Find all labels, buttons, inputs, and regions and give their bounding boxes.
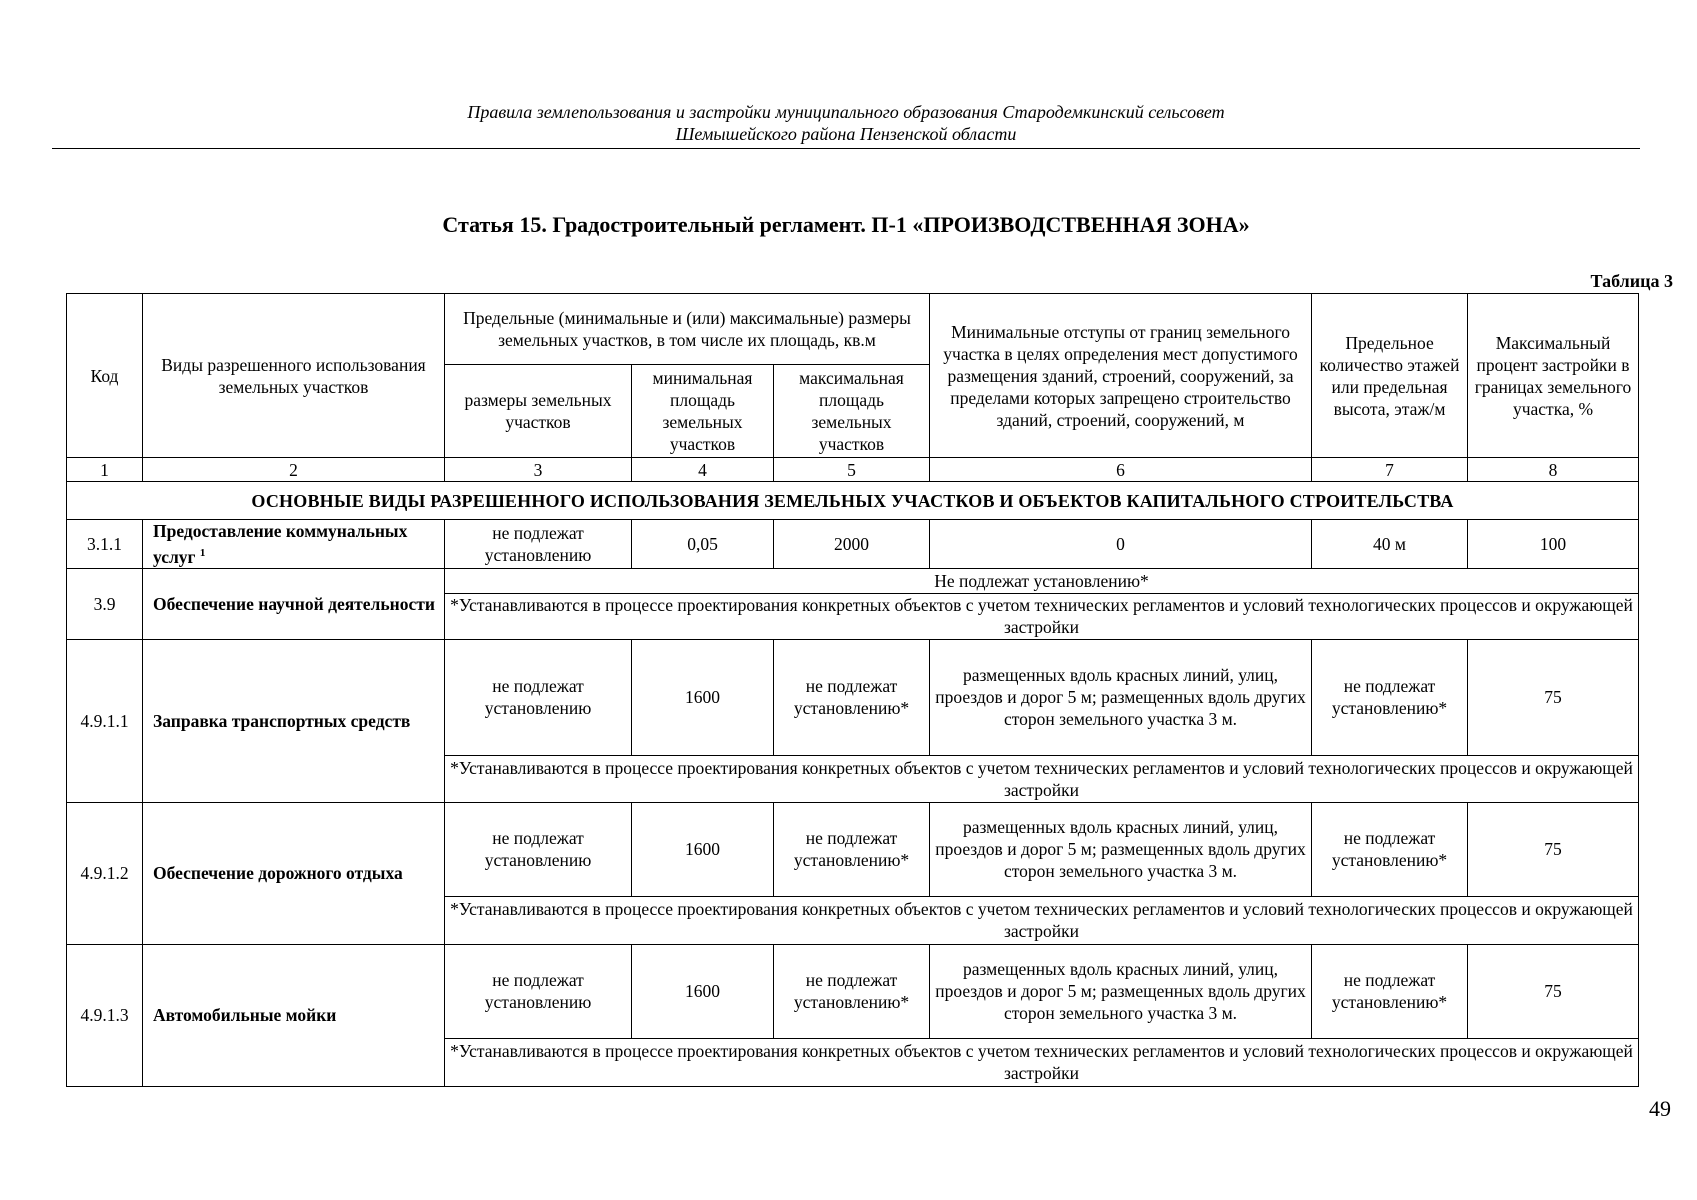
row-sizes: не подлежат установлению [445, 944, 632, 1038]
header-floors: Предельное количество этажей или предельная высота, этаж/м [1312, 294, 1468, 458]
row-percent: 75 [1468, 802, 1639, 896]
row-setbacks: 0 [930, 520, 1312, 569]
row-min-area: 1600 [632, 944, 774, 1038]
row-min-area: 1600 [632, 802, 774, 896]
row-max-area: не подлежат установлению* [774, 944, 930, 1038]
row-footnote: *Устанавливаются в процессе проектирования конкретных объектов с учетом технических регламентов и условий технологических процессов и окружающей застройки [445, 755, 1639, 802]
regulation-table [66, 293, 1639, 1087]
row-merged-value: Не подлежат установлению* [445, 568, 1639, 593]
row-name: Предоставление коммунальных услуг $^1$ [143, 520, 445, 569]
running-header-line2: Шемышейского района Пензенской области [675, 124, 1017, 144]
header-kind: Виды разрешенного использования земельных участков [143, 294, 445, 458]
row-sizes: не подлежат установлению [445, 802, 632, 896]
row-floors: не подлежат установлению* [1312, 802, 1468, 896]
row-floors: не подлежат установлению* [1312, 639, 1468, 755]
column-numbers-row [67, 458, 1639, 482]
column-number: 3 [445, 458, 632, 482]
section-title: ОСНОВНЫЕ ВИДЫ РАЗРЕШЕННОГО ИСПОЛЬЗОВАНИЯ ЗЕМЕЛЬНЫХ УЧАСТКОВ И ОБЪЕКТОВ КАПИТАЛЬНОГО СТРОИТЕЛЬСТВА [67, 482, 1639, 520]
table-row [67, 520, 1639, 569]
row-sizes: не подлежат установлению [445, 520, 632, 569]
header-sizes: размеры земельных участков [445, 365, 632, 458]
row-min-area: 0,05 [632, 520, 774, 569]
row-name: Обеспечение дорожного отдыха [143, 802, 445, 944]
table-row [67, 568, 1639, 593]
page-number: 49 [1649, 1096, 1671, 1121]
row-code: 3.9 [67, 568, 143, 639]
row-footnote: *Устанавливаются в процессе проектирования конкретных объектов с учетом технических регламентов и условий технологических процессов и окружающей застройки [445, 593, 1639, 639]
header-max-area: максимальная площадь земельных участков [774, 365, 930, 458]
row-code: 4.9.1.1 [67, 639, 143, 802]
row-min-area: 1600 [632, 639, 774, 755]
row-percent: 75 [1468, 944, 1639, 1038]
row-max-area: 2000 [774, 520, 930, 569]
row-percent: 100 [1468, 520, 1639, 569]
header-max-percent: Максимальный процент застройки в границах земельного участка, % [1468, 294, 1639, 458]
column-number: 7 [1312, 458, 1468, 482]
column-number: 8 [1468, 458, 1639, 482]
row-setbacks: размещенных вдоль красных линий, улиц, проездов и дорог 5 м; размещенных вдоль других сторон земельного участка 3 м. [930, 944, 1312, 1038]
row-floors: не подлежат установлению* [1312, 944, 1468, 1038]
row-code: 4.9.1.3 [67, 944, 143, 1086]
row-floors: 40 м [1312, 520, 1468, 569]
table-row [67, 639, 1639, 755]
row-setbacks: размещенных вдоль красных линий, улиц, проездов и дорог 5 м; размещенных вдоль других сторон земельного участка 3 м. [930, 802, 1312, 896]
footnote-mark: 1 [199, 547, 206, 559]
row-name: Обеспечение научной деятельности [143, 568, 445, 639]
row-code: 4.9.1.2 [67, 802, 143, 944]
column-number: 2 [143, 458, 445, 482]
row-percent: 75 [1468, 639, 1639, 755]
table-row [67, 802, 1639, 896]
running-header [52, 101, 1640, 145]
row-max-area: не подлежат установлению* [774, 639, 930, 755]
table-row [67, 944, 1639, 1038]
header-min-area: минимальная площадь земельных участков [632, 365, 774, 458]
header-setbacks: Минимальные отступы от границ земельного участка в целях определения мест допустимого размещения зданий, строений, сооружений, за пределами которых запрещено строительство зданий, строений, сооружений, м [930, 294, 1312, 458]
header-code: Код [67, 294, 143, 458]
column-number: 5 [774, 458, 930, 482]
row-max-area: не подлежат установлению* [774, 802, 930, 896]
row-name: Автомобильные мойки [143, 944, 445, 1086]
header-limits-group: Предельные (минимальные и (или) максимальные) размеры земельных участков, в том числе их площадь, кв.м [445, 294, 930, 365]
running-header-line1: Правила землепользования и застройки муниципального образования Стародемкинский сельсовет [467, 102, 1225, 122]
row-footnote: *Устанавливаются в процессе проектирования конкретных объектов с учетом технических регламентов и условий технологических процессов и окружающей застройки [445, 896, 1639, 944]
row-name: Заправка транспортных средств [143, 639, 445, 802]
row-setbacks: размещенных вдоль красных линий, улиц, проездов и дорог 5 м; размещенных вдоль других сторон земельного участка 3 м. [930, 639, 1312, 755]
column-number: 4 [632, 458, 774, 482]
table-label: Таблица 3 [1590, 271, 1673, 291]
row-code: 3.1.1 [67, 520, 143, 569]
header-rule [52, 148, 1640, 149]
row-sizes: не подлежат установлению [445, 639, 632, 755]
column-number: 6 [930, 458, 1312, 482]
article-title: Статья 15. Градостроительный регламент. П-1 «ПРОИЗВОДСТВЕННАЯ ЗОНА» [442, 212, 1250, 237]
row-footnote: *Устанавливаются в процессе проектирования конкретных объектов с учетом технических регламентов и условий технологических процессов и окружающей застройки [445, 1038, 1639, 1086]
column-number: 1 [67, 458, 143, 482]
